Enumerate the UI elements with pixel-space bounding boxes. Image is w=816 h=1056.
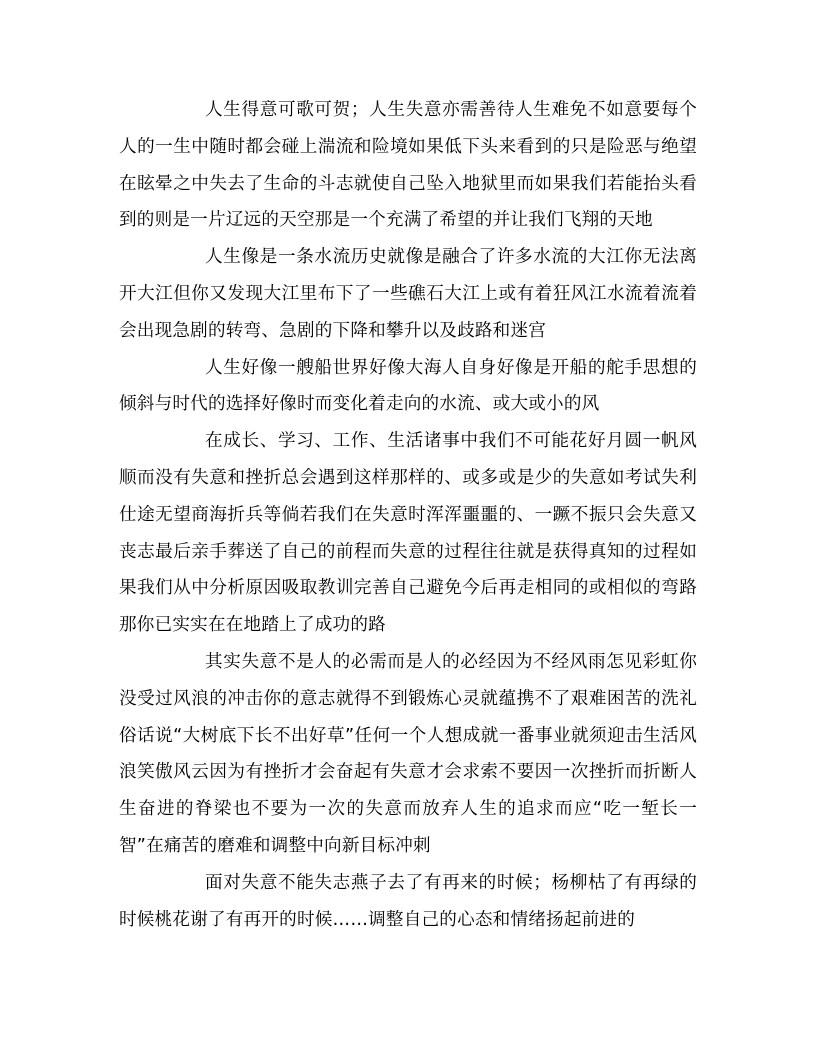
document-body <box>119 92 697 938</box>
paragraph-6: 面对失意不能失志燕子去了有再来的时候；杨柳枯了有再绿的时候桃花谢了有再开的时候……调整自己的心态和情绪扬起前进的 <box>119 872 697 930</box>
paragraph-2: 人生像是一条水流历史就像是融合了许多水流的大江你无法离开大江但你又发现大江里布下了一些礁石大江上或有着狂风江水流着流着会出现急剧的转弯、急剧的下降和攀升以及歧路和迷宫 <box>119 247 697 341</box>
paragraph-1: 人生得意可歌可贺；人生失意亦需善待人生难免不如意要每个人的一生中随时都会碰上湍流和险境如果低下头来看到的只是险恶与绝望在眩晕之中失去了生命的斗志就使自己坠入地狱里而如果我们若能抬头看到的则是一片辽远的天空那是一个充满了希望的并让我们飞翔的天地 <box>119 100 697 231</box>
paragraph-4: 在成长、学习、工作、生活诸事中我们不可能花好月圆一帆风顺而没有失意和挫折总会遇到这样那样的、或多或是少的失意如考试失利仕途无望商海折兵等倘若我们在失意时浑浑噩噩的、一蹶不振只会失意又丧志最后亲手葬送了自己的前程而失意的过程往往就是获得真知的过程如果我们从中分析原因吸取教训完善自己避免今后再走相同的或相似的弯路那你已实实在在地踏上了成功的路 <box>119 431 697 636</box>
paragraph-5: 其实失意不是人的必需而是人的必经因为不经风雨怎见彩虹你没受过风浪的冲击你的意志就得不到锻炼心灵就蕴携不了艰难困苦的洗礼俗话说“大树底下长不出好草”任何一个人想成就一番事业就须迎击生活风浪笑傲风云因为有挫折才会奋起有失意才会求索不要因一次挫折而折断人生奋进的脊梁也不要为一次的失意而放弃人生的追求而应“吃一堑长一智”在痛苦的磨难和调整中向新目标冲刺 <box>119 651 697 856</box>
paragraph-3: 人生好像一艘船世界好像大海人自身好像是开船的舵手思想的倾斜与时代的选择好像时而变化着走向的水流、或大或小的风 <box>119 357 697 415</box>
